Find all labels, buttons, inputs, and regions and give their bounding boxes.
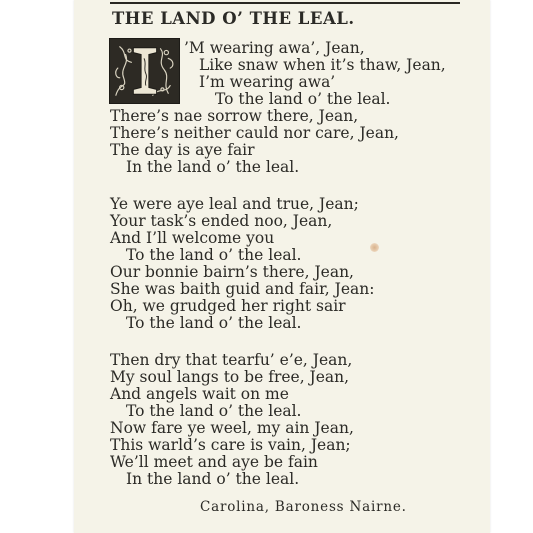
poem-line-4: To the land o’ the leal. [215, 90, 391, 108]
foxing-stain [370, 243, 379, 252]
poem-line-5: There’s nae sorrow there, Jean, [110, 107, 359, 125]
poem-line-3: I’m wearing awa’ [199, 73, 336, 91]
poem-line-17: Then dry that tearfu’ e’e, Jean, [110, 351, 353, 369]
poem-line-8: In the land o’ the leal. [126, 158, 300, 176]
poem-line-2: Like snaw when it’s thaw, Jean, [199, 56, 446, 74]
poem-line-19: And angels wait on me [110, 385, 289, 403]
poem-line-23: We’ll meet and aye be fain [110, 453, 318, 471]
poem-line-20: To the land o’ the leal. [126, 402, 302, 420]
poem-title: THE LAND O’ THE LEAL. [112, 9, 355, 28]
dropcap-ornament-icon [110, 39, 179, 103]
poem-line-22: This warld’s care is vain, Jean; [110, 436, 351, 454]
poem-line-6: There’s neither cauld nor care, Jean, [110, 124, 399, 142]
poem-line-21: Now fare ye weel, my ain Jean, [110, 419, 354, 437]
poem-line-11: And I’ll welcome you [110, 229, 275, 247]
poem-line-24: In the land o’ the leal. [126, 470, 300, 488]
ornamental-dropcap [109, 38, 180, 104]
poem-line-13: Our bonnie bairn’s there, Jean, [110, 263, 354, 281]
top-rule [110, 2, 460, 4]
poem-signature: Carolina, Baroness Nairne. [200, 499, 407, 515]
poem-line-14: She was baith guid and fair, Jean: [110, 280, 375, 298]
poem-line-9: Ye were aye leal and true, Jean; [110, 195, 359, 213]
poem-line-16: To the land o’ the leal. [126, 314, 302, 332]
poem-line-1: ’M wearing awa’, Jean, [184, 39, 365, 57]
poem-line-10: Your task’s ended noo, Jean, [110, 212, 333, 230]
poem-line-7: The day is aye fair [110, 141, 255, 159]
poem-line-18: My soul langs to be free, Jean, [110, 368, 350, 386]
poem-line-15: Oh, we grudged her right sair [110, 297, 346, 315]
poem-line-12: To the land o’ the leal. [126, 246, 302, 264]
